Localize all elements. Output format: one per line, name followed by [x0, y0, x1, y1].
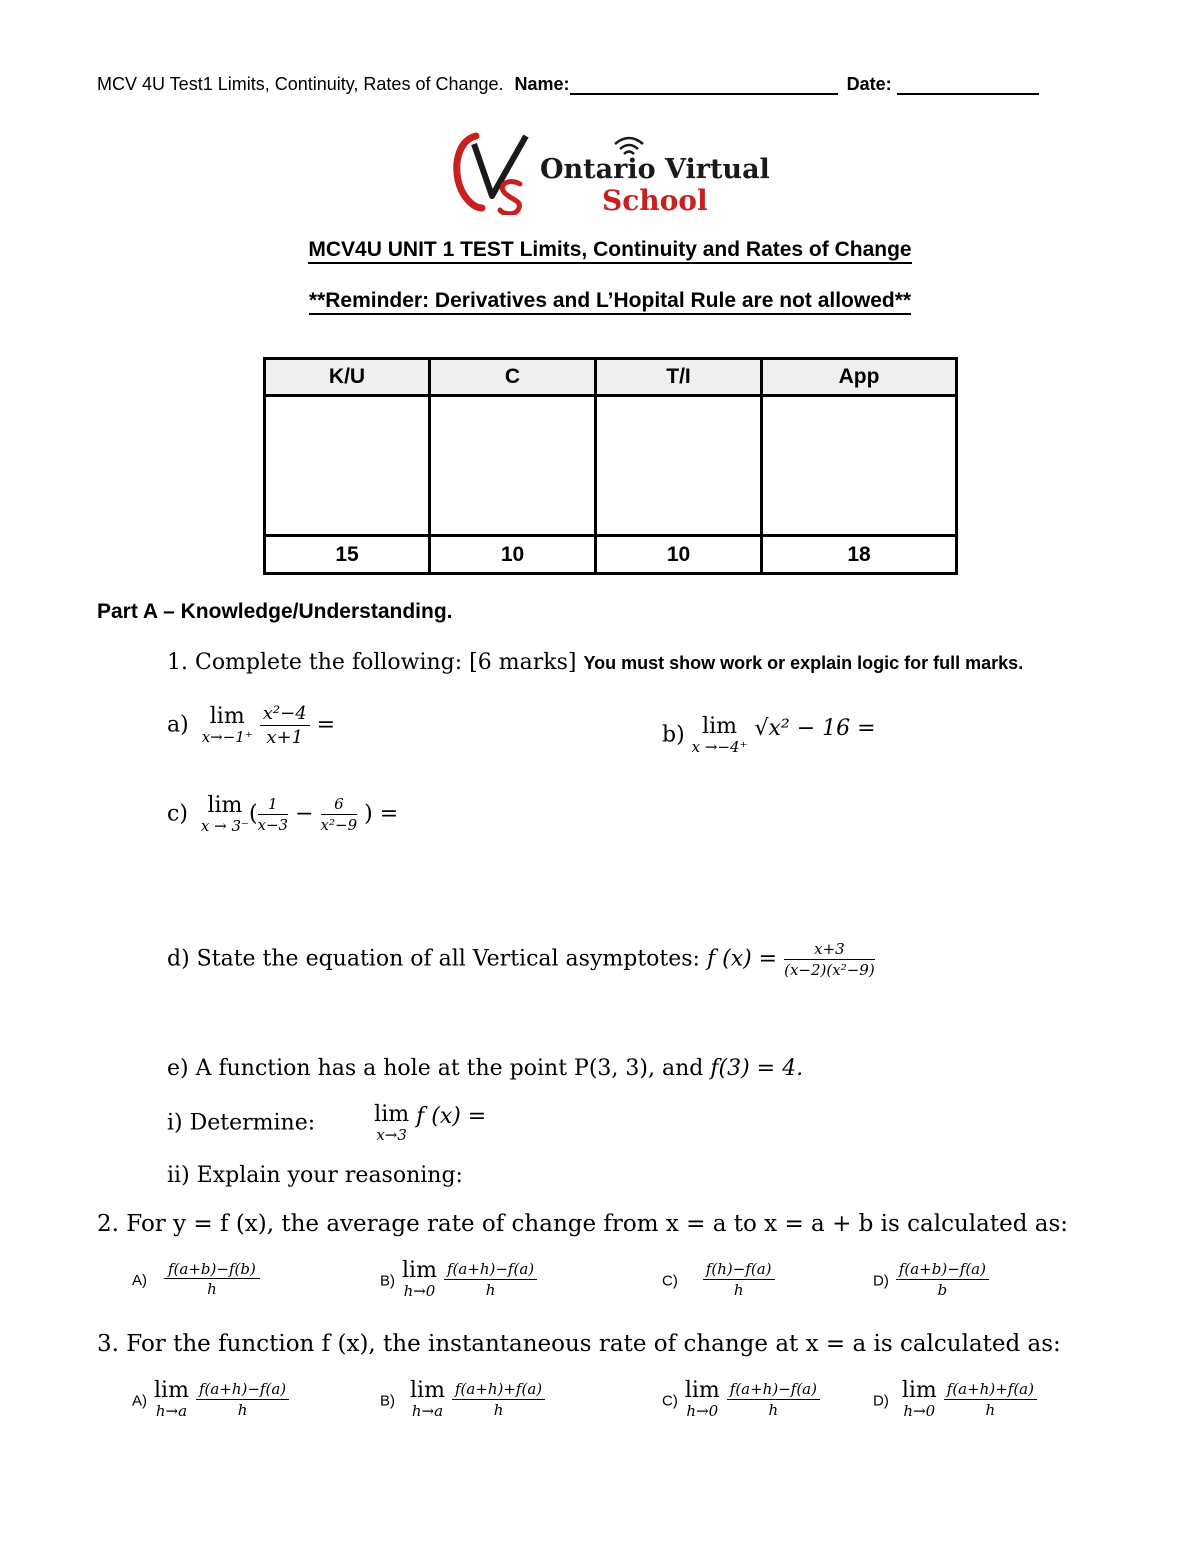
school-logo — [452, 130, 542, 215]
q2-text: 2. For y = f (x), the average rate of change from x = a to x = a + b is calculated as: — [97, 1211, 1069, 1237]
q2-option-d[interactable]: D) $\frac{f(a+b)-f(a)}{b}$ — [873, 1260, 989, 1299]
q1e: e) A function has a hole at the point P(3, 3), and f(3) = 4. — [167, 1056, 804, 1081]
score-ku[interactable] — [265, 396, 430, 536]
header-app: App — [762, 359, 957, 396]
total-ti: 10 — [596, 536, 762, 574]
q1d: d) State the equation of all Vertical asymptotes: f (x) = $\frac{x+3}{\text{(x−2)(x²−9)}}$ — [167, 940, 875, 979]
page-title: MCV4U UNIT 1 TEST Limits, Continuity and Rates of Change — [0, 238, 1200, 262]
marks-table — [263, 357, 958, 575]
q3-option-c[interactable]: C) lim h→0 $\frac{f(a+h)-f(a)}{h}$ — [662, 1380, 820, 1419]
score-ti[interactable] — [596, 396, 762, 536]
name-field[interactable] — [570, 77, 838, 95]
q1b: b) lim x →−4⁺ √x² − 16 = — [662, 714, 876, 756]
q2-option-b[interactable]: B) lim h→0 $\frac{f(a+h)-f(a)}{h}$ — [380, 1260, 537, 1299]
header-c: C — [430, 359, 596, 396]
reminder-text: **Reminder: Derivatives and L’Hopital Rule are not allowed** — [0, 289, 1200, 313]
q3-option-b[interactable]: B) lim h→a $\frac{f(a+h)+f(a)}{h}$ — [380, 1380, 545, 1419]
q2-option-a[interactable]: A) $\frac{f(a+b)-f(b)}{h}$ — [132, 1260, 260, 1298]
q1c: c) lim x → 3⁻ ( $\frac{1}{x-3}$ − $\frac{6}{\text{x²−9}}$ ) = — [167, 793, 399, 835]
date-label: Date: — [846, 74, 892, 94]
page-header — [97, 74, 1039, 95]
q1e-i: i) Determine: lim x→3 f (x) = — [167, 1102, 487, 1144]
total-ku: 15 — [265, 536, 430, 574]
total-app: 18 — [762, 536, 957, 574]
score-c[interactable] — [430, 396, 596, 536]
q1e-ii: ii) Explain your reasoning: — [167, 1163, 463, 1188]
vs-monogram-icon — [452, 130, 542, 215]
part-a-heading: Part A – Knowledge/Understanding. — [97, 600, 453, 623]
score-app[interactable] — [762, 396, 957, 536]
header-ku: K/U — [265, 359, 430, 396]
q3-option-a[interactable]: A) lim h→a $\frac{f(a+h)-f(a)}{h}$ — [132, 1380, 289, 1419]
q2-option-c[interactable]: C) $\frac{f(h)-f(a)}{h}$ — [662, 1260, 775, 1299]
q3-text: 3. For the function f (x), the instantaneous rate of change at x = a is calculated as: — [97, 1331, 1061, 1357]
date-field[interactable] — [897, 77, 1039, 95]
q1-intro: 1. Complete the following: [6 marks] You must show work or explain logic for full marks. — [167, 650, 1024, 675]
total-c: 10 — [430, 536, 596, 574]
name-label: Name: — [514, 74, 570, 94]
q3-option-d[interactable]: D) lim h→0 $\frac{f(a+h)+f(a)}{h}$ — [873, 1380, 1037, 1419]
logo-text-ontario: Ontario Virtual — [540, 154, 770, 185]
course-title: MCV 4U Test1 Limits, Continuity, Rates of Change. — [97, 74, 504, 94]
header-ti: T/I — [596, 359, 762, 396]
logo-text-school: School — [602, 184, 708, 217]
q1a: a) lim x→−1⁺ $\frac{\text{x²−4}}{x+1}$ = — [167, 703, 336, 748]
